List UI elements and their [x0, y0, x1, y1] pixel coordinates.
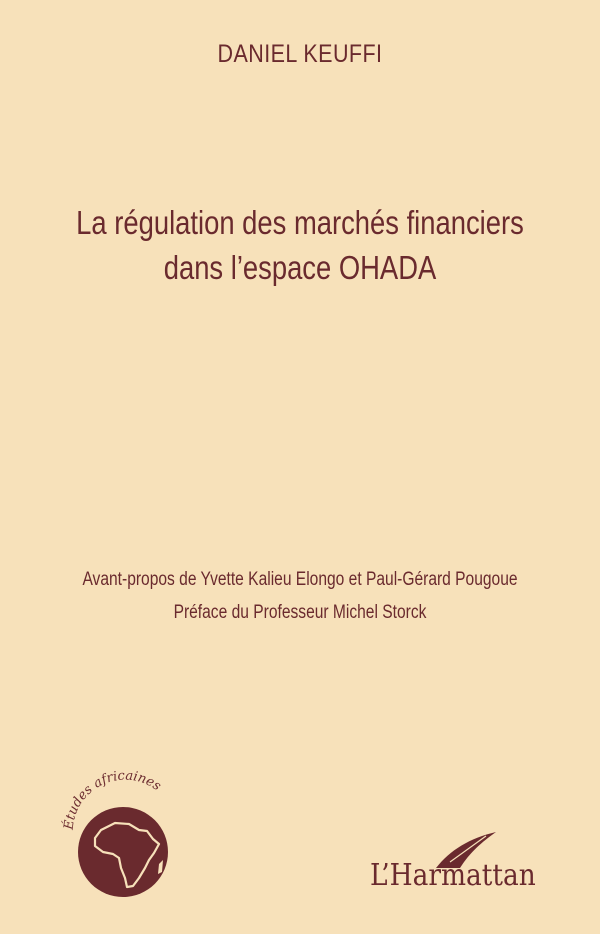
series-name: Études africaines	[61, 768, 164, 831]
foreword-credit: Avant-propos de Yvette Kalieu Elongo et Paul-Gérard Pougoue	[82, 569, 518, 590]
publisher-logo	[370, 830, 570, 900]
author-name: DANIEL KEUFFI	[217, 40, 383, 68]
book-title	[51, 200, 549, 290]
series-seal-logo	[55, 760, 185, 900]
title-line-1: La régulation des marchés financiers	[76, 204, 524, 241]
credits	[54, 563, 546, 629]
publisher-name: L’Harmattan	[370, 858, 536, 893]
title-line-2: dans l’espace OHADA	[163, 249, 437, 286]
preface-credit: Préface du Professeur Michel Storck	[173, 602, 427, 623]
